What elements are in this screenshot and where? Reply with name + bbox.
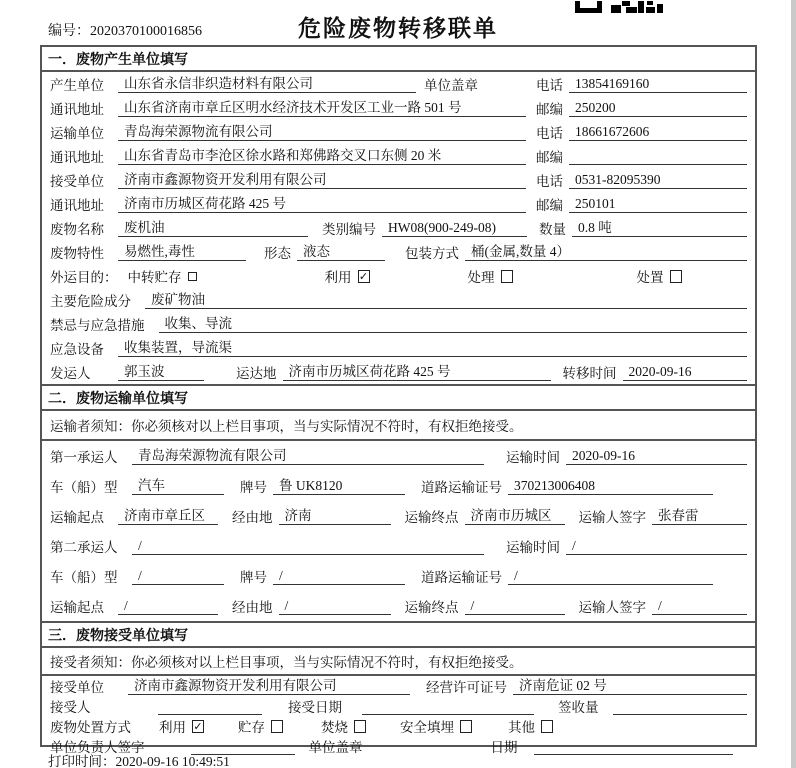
receiver-address-value: 济南市历城区荷花路 425 号	[118, 196, 526, 213]
second-carrier-value: /	[132, 538, 484, 555]
purpose-treat-checkbox	[501, 270, 513, 283]
accept-unit-value: 济南市鑫源物资开发利用有限公司	[128, 678, 410, 695]
destination-label: 运达地	[236, 366, 277, 381]
license-number-label: 经营许可证号	[426, 680, 507, 695]
serial-label: 编号：	[48, 24, 90, 39]
disposal-landfill-label: 安全填埋	[400, 720, 454, 735]
carrier1-plate-value: 鲁 UK8120	[273, 478, 405, 495]
purpose-treat-label: 处理	[467, 270, 495, 285]
carrier2-signature-value: /	[652, 598, 747, 615]
receiver-unit-label: 接受单位	[50, 174, 104, 189]
date-value	[534, 738, 734, 755]
carrier1-terminal-value: 济南市历城区	[465, 508, 565, 525]
window-edge	[791, 0, 796, 768]
receiver-address-label: 通讯地址	[50, 198, 104, 213]
row-outbound-purpose	[42, 264, 755, 288]
disposal-storage-label: 贮存	[238, 720, 265, 735]
carrier2-origin-value: /	[118, 598, 218, 615]
acceptor-label: 接受人	[50, 700, 91, 715]
carrier1-origin-value: 济南市章丘区	[118, 508, 218, 525]
license-number-value: 济南危证 02 号	[513, 678, 747, 695]
purpose-dispose-option	[637, 266, 682, 286]
carrier1-road-permit-label: 道路运输证号	[421, 480, 502, 495]
signed-quantity-value	[613, 698, 748, 715]
row-receiver-unit	[42, 168, 755, 192]
waste-name-label: 废物名称	[50, 222, 104, 237]
carrier2-signature-label: 运输人签字	[578, 600, 646, 615]
carrier1-via-label: 经由地	[232, 510, 273, 525]
carrier1-signature-value: 张春雷	[652, 508, 747, 525]
carrier2-via-value: /	[279, 598, 391, 615]
purpose-transfer-storage-checkbox	[188, 272, 197, 281]
carrier2-transport-time-value: /	[566, 538, 747, 555]
carrier1-plate-label: 牌号	[240, 480, 267, 495]
outbound-purpose-label: 外运目的：	[50, 270, 118, 285]
row-producer-unit	[42, 72, 755, 96]
unit-seal-label: 单位盖章	[424, 78, 478, 93]
accept-unit-label: 接受单位	[50, 680, 104, 695]
acceptor-value	[158, 698, 262, 715]
carrier1-vehicle-type-value: 汽车	[132, 478, 224, 495]
carrier1-transport-time-value: 2020-09-16	[566, 448, 747, 465]
disposal-incinerate-label: 焚烧	[321, 720, 348, 735]
row-emergency-equipment	[42, 336, 755, 360]
signed-quantity-label: 签收量	[558, 700, 599, 715]
producer-unit-label: 产生单位	[50, 78, 104, 93]
row-disposal-method	[42, 716, 755, 736]
carrier2-origin-label: 运输起点	[50, 600, 104, 615]
producer-unit-value: 山东省永信非织造材料有限公司	[118, 76, 416, 93]
carrier2-vehicle-type-label: 车（船）型	[50, 570, 118, 585]
serial-number: 2020370100016856	[90, 24, 202, 39]
producer-zip-value: 250200	[569, 100, 747, 117]
contraindication-measures-value: 收集、导流	[159, 316, 748, 333]
transfer-time-label: 转移时间	[562, 366, 617, 381]
accept-date-value	[362, 698, 534, 715]
carrier2-via-label: 经由地	[232, 600, 273, 615]
transport-unit-value: 青岛海荣源物流有限公司	[118, 124, 526, 141]
carrier2-road-permit-label: 道路运输证号	[421, 570, 502, 585]
section1-header: 一．废物产生单位填写	[42, 47, 755, 72]
receiver-phone-label: 电话	[536, 174, 563, 189]
purpose-utilize-checkbox: ✓	[358, 270, 369, 283]
receiver-unit-value: 济南市鑫源物资开发利用有限公司	[118, 172, 526, 189]
print-time-line	[48, 750, 230, 768]
transport-unit-label: 运输单位	[50, 126, 104, 141]
section2-header: 二．废物运输单位填写	[42, 384, 755, 411]
responsible-signature-label: 单位负责人签字	[50, 740, 145, 755]
print-time-label: 打印时间：	[48, 754, 116, 768]
carrier1-road-permit-value: 370213006408	[508, 478, 713, 495]
qr-code-fragment-icon	[575, 0, 663, 18]
category-code-value: HW08(900-249-08)	[382, 220, 527, 237]
transport-phone-value: 18661672606	[569, 124, 747, 141]
receiver-zip-label: 邮编	[536, 198, 563, 213]
carrier2-vehicle-type-value: /	[132, 568, 224, 585]
packing-value: 桶(金属,数量 4）	[465, 244, 747, 261]
purpose-utilize-label: 利用	[324, 270, 352, 285]
emergency-equipment-label: 应急设备	[50, 342, 104, 357]
row-second-carrier	[42, 531, 755, 561]
row-waste-name	[42, 216, 755, 240]
carrier1-vehicle-type-label: 车（船）型	[50, 480, 118, 495]
disposal-incinerate-checkbox	[354, 720, 366, 733]
form-state-value: 液态	[297, 244, 385, 261]
disposal-landfill-option	[400, 716, 472, 736]
waste-name-value: 废机油	[118, 220, 308, 237]
purpose-utilize-option	[325, 266, 370, 286]
carrier1-transport-time-label: 运输时间	[506, 450, 560, 465]
packing-label: 包装方式	[405, 246, 459, 261]
row-accept-unit	[42, 676, 755, 696]
disposal-method-label: 废物处置方式	[50, 720, 131, 735]
waste-property-label: 废物特性	[50, 246, 104, 261]
carrier1-terminal-label: 运输终点	[404, 510, 459, 525]
page-header	[0, 0, 796, 45]
producer-phone-value: 13854169160	[569, 76, 747, 93]
transfer-time-value: 2020-09-16	[623, 364, 748, 381]
row-producer-address	[42, 96, 755, 120]
serial-number-line	[48, 20, 202, 40]
date-label: 日期	[490, 740, 518, 755]
transporter-notice: 运输者须知：你必须核对以上栏目事项，当与实际情况不符时，有权拒绝接受。	[42, 411, 755, 441]
disposal-other-label: 其他	[508, 720, 535, 735]
receiver-phone-value: 0531-82095390	[569, 172, 747, 189]
disposal-incinerate-option	[321, 716, 366, 736]
page-title: 危险废物转移联单	[298, 16, 498, 41]
hazard-component-label: 主要危险成分	[50, 294, 131, 309]
producer-zip-label: 邮编	[536, 102, 563, 117]
hazard-component-value: 废矿物油	[145, 292, 747, 309]
carrier2-plate-value: /	[273, 568, 405, 585]
row-carrier1-vehicle	[42, 471, 755, 501]
carrier1-via-value: 济南	[279, 508, 391, 525]
category-code-label: 类别编号	[322, 222, 376, 237]
purpose-transfer-storage-option	[128, 266, 197, 286]
first-carrier-label: 第一承运人	[50, 450, 118, 465]
carrier2-road-permit-value: /	[508, 568, 713, 585]
transport-address-value: 山东省青岛市李沧区徐水路和郑佛路交叉口东侧 20 米	[118, 148, 526, 165]
quantity-value: 0.8 吨	[572, 220, 747, 237]
row-acceptor	[42, 696, 755, 716]
producer-address-value: 山东省济南市章丘区明水经济技术开发区工业一路 501 号	[118, 100, 526, 117]
carrier2-terminal-value: /	[465, 598, 565, 615]
transport-phone-label: 电话	[536, 126, 563, 141]
consignor-label: 发运人	[50, 366, 91, 381]
row-contraindication-measures	[42, 312, 755, 336]
disposal-utilize-label: 利用	[159, 720, 186, 735]
form-state-label: 形态	[264, 246, 291, 261]
producer-phone-label: 电话	[536, 78, 563, 93]
carrier1-origin-label: 运输起点	[50, 510, 104, 525]
row-carrier2-vehicle	[42, 561, 755, 591]
accept-date-label: 接受日期	[288, 700, 342, 715]
consignor-value: 郭玉波	[118, 364, 204, 381]
transport-address-label: 通讯地址	[50, 150, 104, 165]
purpose-dispose-label: 处置	[636, 270, 664, 285]
carrier2-plate-label: 牌号	[240, 570, 267, 585]
disposal-storage-option	[238, 716, 283, 736]
manifest-form-table	[40, 45, 757, 755]
receiver-zip-value: 250101	[569, 196, 747, 213]
disposal-storage-checkbox	[271, 720, 283, 733]
emergency-equipment-value: 收集装置，导流渠	[118, 340, 747, 357]
disposal-other-checkbox	[541, 720, 553, 733]
destination-value: 济南市历城区荷花路 425 号	[283, 364, 551, 381]
row-hazard-component	[42, 288, 755, 312]
disposal-utilize-checkbox: ✓	[193, 720, 203, 733]
second-carrier-label: 第二承运人	[50, 540, 118, 555]
row-carrier1-route	[42, 501, 755, 531]
contraindication-measures-label: 禁忌与应急措施	[50, 318, 145, 333]
row-transport-unit	[42, 120, 755, 144]
row-transport-address	[42, 144, 755, 168]
row-carrier2-route	[42, 591, 755, 621]
print-time-value: 2020-09-16 10:49:51	[115, 754, 230, 768]
producer-address-label: 通讯地址	[50, 102, 104, 117]
purpose-treat-option	[468, 266, 513, 286]
quantity-label: 数量	[539, 222, 566, 237]
carrier2-transport-time-label: 运输时间	[506, 540, 560, 555]
row-consignor	[42, 360, 755, 384]
transport-zip-value	[569, 148, 747, 165]
row-first-carrier	[42, 441, 755, 471]
transport-zip-label: 邮编	[536, 150, 563, 165]
waste-property-value: 易燃性,毒性	[118, 244, 246, 261]
purpose-dispose-checkbox	[670, 270, 682, 283]
section3-header: 三．废物接受单位填写	[42, 621, 755, 648]
row-receiver-address	[42, 192, 755, 216]
disposal-landfill-checkbox	[460, 720, 472, 733]
carrier2-terminal-label: 运输终点	[404, 600, 459, 615]
receiver-notice: 接受者须知：你必须核对以上栏目事项，当与实际情况不符时，有权拒绝接受。	[42, 648, 755, 676]
unit-seal2-label: 单位盖章	[308, 740, 363, 755]
disposal-utilize-option	[159, 716, 204, 736]
carrier1-signature-label: 运输人签字	[578, 510, 646, 525]
disposal-other-option	[508, 716, 553, 736]
row-waste-property	[42, 240, 755, 264]
first-carrier-value: 青岛海荣源物流有限公司	[132, 448, 484, 465]
purpose-transfer-storage-label: 中转贮存	[127, 270, 182, 285]
